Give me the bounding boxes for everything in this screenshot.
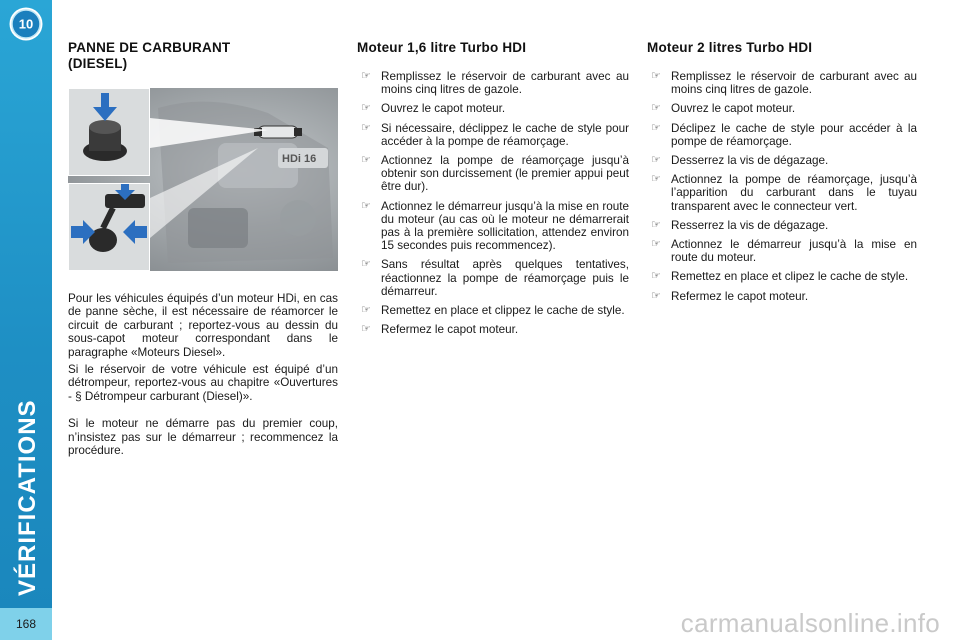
list-item: ☞ Déclipez le cache de style pour accéder à la pompe de réamorçage. <box>651 121 917 148</box>
engine-16-section <box>357 40 629 342</box>
pointing-hand-icon: ☞ <box>361 304 371 317</box>
fuel-shortage-section <box>68 40 338 72</box>
pointing-hand-icon: ☞ <box>651 121 661 134</box>
pointing-hand-icon: ☞ <box>651 102 661 115</box>
engine-20-steps <box>647 70 917 303</box>
restart-paragraph: Si le moteur ne démarre pas du premier coup, n’insistez pas sur le démarreur ; recommencez la procédure. <box>68 417 338 458</box>
chapter-title: VÉRIFICATIONS <box>14 399 41 596</box>
pointing-hand-icon: ☞ <box>361 154 371 167</box>
pointing-hand-icon: ☞ <box>651 238 661 251</box>
list-item: ☞ Refermez le capot moteur. <box>651 289 809 303</box>
list-item: ☞ Actionnez le démarreur jusqu’à la mise en route du moteur (au cas où le moteur ne démarrerait pas à la première sollicitation, attendez environ 15 secondes puis recommencez). <box>361 199 629 253</box>
pointing-hand-icon: ☞ <box>651 154 661 167</box>
pointing-hand-icon: ☞ <box>651 70 661 82</box>
list-item: ☞ Ouvrez le capot moteur. <box>651 102 796 116</box>
intro-paragraph: Pour les véhicules équipés d’un moteur HDi, en cas de panne sèche, il est nécessaire de réamorcer le circuit de carburant ; reportez-vous au dessin du sous-capot moteur correspondant dans le paragraphe «Moteurs Diesel». <box>68 292 338 359</box>
pointing-hand-icon: ☞ <box>361 199 371 212</box>
list-item: ☞ Resserrez la vis de dégazage. <box>651 218 829 232</box>
fuel-shortage-text <box>68 292 338 457</box>
list-item: ☞ Remettez en place et clipez le cache de style. <box>651 270 909 284</box>
section-title <box>68 40 338 72</box>
bleed-screw-inset <box>68 183 150 271</box>
engine-16-title: Moteur 1,6 litre Turbo HDI <box>357 40 527 55</box>
misfuel-paragraph: Si le réservoir de votre véhicule est équipé d’un détrompeur, reportez-vous au chapitre «Ouvertures - § Détrompeur carburant (Diesel)». <box>68 363 338 403</box>
chapter-sidebar <box>0 0 52 640</box>
engine-20-section <box>647 40 917 309</box>
pointing-hand-icon: ☞ <box>361 258 371 271</box>
section-title-line2: (DIESEL) <box>68 56 128 71</box>
pointing-hand-icon: ☞ <box>361 121 371 134</box>
section-title-line1: PANNE DE CARBURANT <box>68 40 231 55</box>
primer-pump-inset <box>68 88 150 176</box>
pointing-hand-icon: ☞ <box>651 270 661 283</box>
pointing-hand-icon: ☞ <box>651 289 661 302</box>
list-item: ☞ Remplissez le réservoir de carburant avec au moins cinq litres de gazole. <box>651 70 917 97</box>
pointing-hand-icon: ☞ <box>651 218 661 231</box>
chapter-badge-icon <box>8 6 44 42</box>
bleed-screw-icon <box>69 184 149 270</box>
engine-20-title: Moteur 2 litres Turbo HDI <box>647 40 813 55</box>
list-item: ☞ Actionnez le démarreur jusqu’à la mise en route du moteur. <box>651 238 917 265</box>
list-item: ☞ Desserrez la vis de dégazage. <box>651 154 829 168</box>
list-item: ☞ Actionnez la pompe de réamorçage, jusqu’à l’apparition du carburant dans le tuyau transparent avec le connecteur vert. <box>651 173 917 213</box>
list-item: ☞ Ouvrez le capot moteur. <box>361 102 506 116</box>
pointing-hand-icon: ☞ <box>361 323 371 336</box>
list-item: ☞ Refermez le capot moteur. <box>361 323 519 337</box>
engine-photo <box>68 88 338 271</box>
page-number: 168 <box>0 608 52 640</box>
site-watermark: carmanualsonline.info <box>680 608 940 638</box>
pointing-hand-icon: ☞ <box>651 173 661 186</box>
list-item: ☞ Si nécessaire, déclippez le cache de style pour accéder à la pompe de réamorçage. <box>361 121 629 148</box>
primer-pump-icon <box>69 89 149 175</box>
list-item: ☞ Sans résultat après quelques tentatives, réactionnez la pompe de réamorçage puis le démarreur. <box>361 258 629 298</box>
list-item: ☞ Actionnez la pompe de réamorçage jusqu’à obtenir son durcissement (le premier appui peut être dur). <box>361 154 629 194</box>
pointing-hand-icon: ☞ <box>361 102 371 115</box>
pointing-hand-icon: ☞ <box>361 70 371 82</box>
list-item: ☞ Remplissez le réservoir de carburant avec au moins cinq litres de gazole. <box>361 70 629 97</box>
engine-16-steps <box>357 70 629 336</box>
list-item: ☞ Remettez en place et clippez le cache de style. <box>361 304 625 318</box>
chapter-number: 10 <box>18 16 34 32</box>
engine-cover-label: HDi 16 <box>282 153 317 165</box>
